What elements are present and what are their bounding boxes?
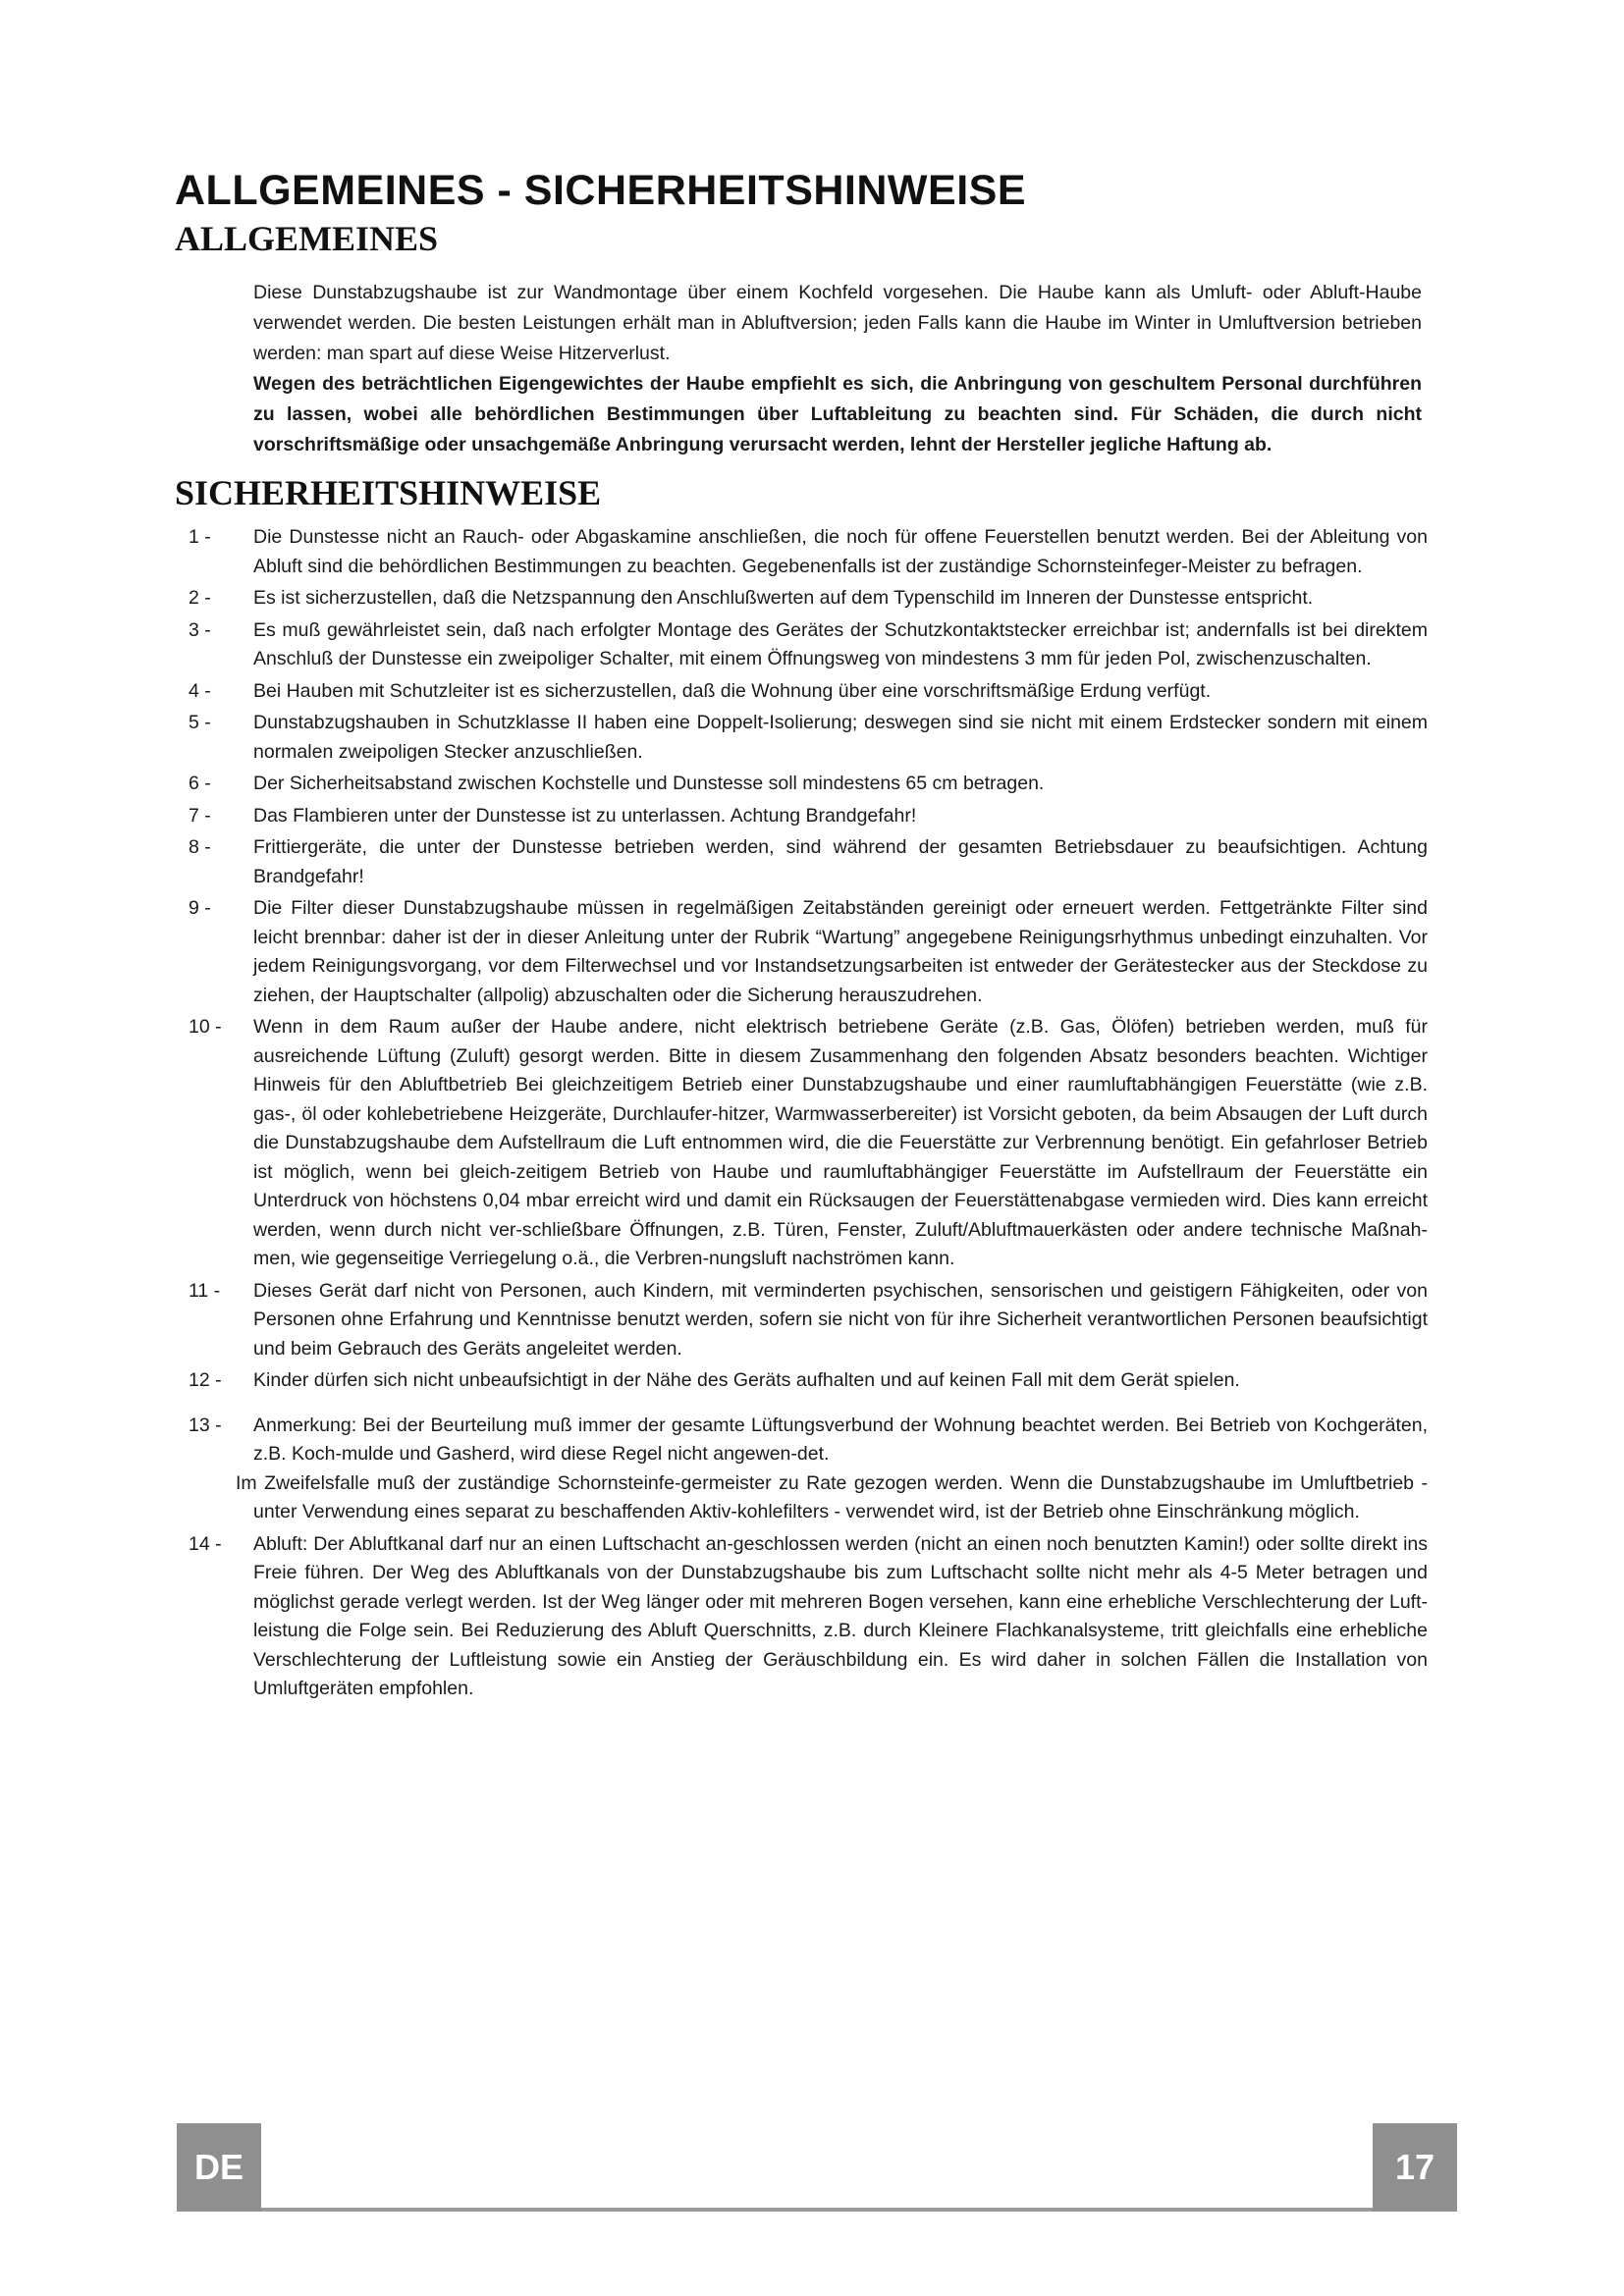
safety-item-9 [189,894,1428,1010]
footer-divider [261,2208,1373,2212]
item-number: 14 - [189,1532,222,1555]
safety-item-14 [189,1530,1428,1704]
page-number: 17 [1373,2123,1457,2212]
safety-item-8 [189,833,1428,891]
item-number: 9 - [189,897,211,919]
general-paragraph: Diese Dunstabzugshaube ist zur Wandmontage über einem Kochfeld vorgesehen. Die Haube kann als Umluft- oder Abluft-Haube verwendet werden. Die besten Leistungen erhält man in Abluftversion; jeden Falls kann die Haube im Winter in Umluftversion betrieben werden: man spart auf diese Weise Hitzerverlust. [253,282,1422,364]
safety-item-6 [189,770,1428,799]
safety-item-11 [189,1277,1428,1364]
item-text: Das Flambieren unter der Dunstesse ist zu unterlassen. Achtung Brandgefahr! [253,804,917,827]
safety-item-2 [189,584,1428,614]
language-badge: DE [177,2123,261,2212]
item-text: Anmerkung: Bei der Beurteilung muß immer der gesamte Lüftungsverbund der Wohnung beachtet werden. Bei Betrieb von Kochgeräten, z.B. Koch-mulde und Gasherd, wird diese Regel nicht angewen-det. [253,1414,1428,1465]
general-intro [253,278,1422,460]
item-text: Dunstabzugshauben in Schutzklasse II haben eine Doppelt-Isolierung; deswegen sind sie nicht mit einem Erdstecker sondern mit einem normalen zweipoligen Stecker anzuschließen. [253,712,1428,763]
item-text: Frittiergeräte, die unter der Dunstesse betrieben werden, sind während der gesamten Betriebsdauer zu beaufsichtigen. Achtung Brandgefahr! [253,836,1428,887]
safety-item-3 [189,616,1428,674]
safety-item-10 [189,1013,1428,1274]
item-text-continued: Im Zweifelsfalle muß der zuständige Schornsteinfe-germeister zu Rate gezogen werden. Wenn die Dunstabzugshaube im Umluftbetrieb - unter Verwendung eines separat zu beschaffenden Aktiv-kohlefilters - verwendet wird, ist der Betrieb ohne Einschränkung möglich. [236,1471,1428,1522]
item-number: 4 - [189,679,211,702]
item-text: Abluft: Der Abluftkanal darf nur an einen Luftschacht an-geschlossen werden (nicht an einen noch benutzten Kamin!) oder sollte direkt ins Freie führen. Der Weg des Abluftkanals von der Dunstabzugshaube bis zum Luftschacht sollte nicht mehr als 4-5 Meter betragen und möglichst gerade verlegt werden. Ist der Weg länger oder mit mehreren Bogen versehen, kann eine erhebliche Verschlechterung der Luft-leistung die Folge sein. Bei Reduzierung des Abluft Querschnitts, z.B. durch Kleinere Flachkanalsysteme, tritt gleichfalls eine erhebliche Verschlechterung der Luftleistung sowie ein Anstieg der Geräuschbildung ein. Es wird daher in solchen Fällen die Installation von Umluftgeräten empfohlen. [253,1532,1428,1699]
item-text: Dieses Gerät darf nicht von Personen, auch Kindern, mit verminderten psychischen, sensorischen und geistigern Fähigkeiten, oder von Personen ohne Erfahrung und Kenntnisse benutzt werden, sofern sie nicht von für ihre Sicherheit verantwortlichen Personen beaufsichtigt und beim Gebrauch des Geräts angeleitet werden. [253,1279,1428,1360]
item-text: Die Filter dieser Dunstabzugshaube müssen in regelmäßigen Zeitabständen gereinigt oder erneuert werden. Fettgetränkte Filter sind leicht brennbar: daher ist der in dieser Anleitung unter der Rubrik “Wartung” angegebene Reinigungsrhythmus unbedingt einzuhalten. Vor jedem Reinigungsvorgang, vor dem Filterwechsel und vor Instandsetzungsarbeiten ist entweder der Gerätestecker aus der Steckdose zu ziehen, der Hauptschalter (allpolig) abzuschalten oder die Sicherung herauszudrehen. [253,897,1428,1006]
item-number: 7 - [189,804,211,827]
item-number: 8 - [189,836,211,858]
section-heading-general: ALLGEMEINES [175,219,439,258]
safety-list [189,523,1428,1707]
safety-item-7 [189,802,1428,831]
item-text: Kinder dürfen sich nicht unbeaufsichtigt in der Nähe des Geräts aufhalten und auf keinen Fall mit dem Gerät spielen. [253,1369,1240,1391]
item-text: Bei Hauben mit Schutzleiter ist es sicherzustellen, daß die Wohnung über eine vorschriftsmäßige Erdung verfügt. [253,679,1212,702]
safety-item-12 [189,1366,1428,1396]
safety-item-13 [189,1412,1428,1527]
item-number: 10 - [189,1016,222,1038]
item-text: Es ist sicherzustellen, daß die Netzspannung den Anschlußwerten auf dem Typenschild im Inneren der Dunstesse entspricht. [253,587,1314,609]
safety-item-5 [189,709,1428,767]
item-number: 3 - [189,618,211,641]
item-number: 13 - [189,1414,222,1436]
safety-item-4 [189,677,1428,707]
page-title: ALLGEMEINES - SICHERHEITSHINWEISE [175,167,1027,214]
section-heading-safety: SICHERHEITSHINWEISE [175,473,602,512]
item-number: 5 - [189,712,211,733]
item-text: Der Sicherheitsabstand zwischen Kochstelle und Dunstesse soll mindestens 65 cm betragen. [253,773,1045,794]
safety-item-1 [189,523,1428,581]
item-number: 2 - [189,587,211,609]
item-number: 12 - [189,1369,222,1391]
item-number: 1 - [189,526,211,548]
item-text: Wenn in dem Raum außer der Haube andere, nicht elektrisch betriebene Geräte (z.B. Gas, Ölöfen) betrieben werden, muß für ausreichende Lüftung (Zuluft) gesorgt werden. Bitte in diesem Zusammenhang den folgenden Absatz besonders beachten. Wichtiger Hinweis für den Abluftbetrieb Bei gleichzeitigem Betrieb einer Dunstabzugshaube und einer raumluftabhängigen Feuerstätte (wie z.B. gas-, öl oder kohlebetriebene Heizgeräte, Durchlaufer-hitzer, Warmwasserbereiter) ist Vorsicht geboten, da beim Absaugen der Luft durch die Dunstabzugshaube dem Aufstellraum die Luft entnommen wird, die die Feuerstätte zur Verbrennung benötigt. Ein gefahrloser Betrieb ist möglich, wenn bei gleich-zeitigem Betrieb von Haube und raumluftabhängiger Feuerstätte im Aufstellraum der Feuerstätte ein Unterdruck von höchstens 0,04 mbar erreicht wird und damit ein Rücksaugen der Feuerstättenabgase vermieden wird. Dies kann erreicht werden, wenn durch nicht ver-schließbare Öffnungen, z.B. Türen, Fenster, Zuluft/Abluftmauerkästen oder andere technische Maßnah-men, wie gegenseitige Verriegelung o.ä., die Verbren-nungsluft nachströmen kann. [253,1016,1428,1269]
item-number: 6 - [189,773,211,794]
item-number: 11 - [189,1279,221,1302]
item-text: Die Dunstesse nicht an Rauch- oder Abgaskamine anschließen, die noch für offene Feuerstellen benutzt werden. Bei der Ableitung von Abluft sind die behördlichen Bestimmungen zu beachten. Gegebenenfalls ist der zuständige Schornsteinfeger-Meister zu befragen. [253,526,1428,577]
general-bold-paragraph: Wegen des beträchtlichen Eigengewichtes der Haube empfiehlt es sich, die Anbringung von geschultem Personal durchführen zu lassen, wobei alle behördlichen Bestimmungen über Luftableitung zu beachten sind. Für Schäden, die durch nicht vorschriftsmäßige oder unsachgemäße Anbringung verursacht werden, lehnt der Hersteller jegliche Haftung ab. [253,373,1422,455]
item-text: Es muß gewährleistet sein, daß nach erfolgter Montage des Gerätes der Schutzkontaktstecker erreichbar ist; andernfalls ist bei direktem Anschluß der Dunstesse ein zweipoliger Schalter, mit einem Öffnungsweg von mindestens 3 mm für jeden Pol, zwischenzuschalten. [253,618,1428,669]
